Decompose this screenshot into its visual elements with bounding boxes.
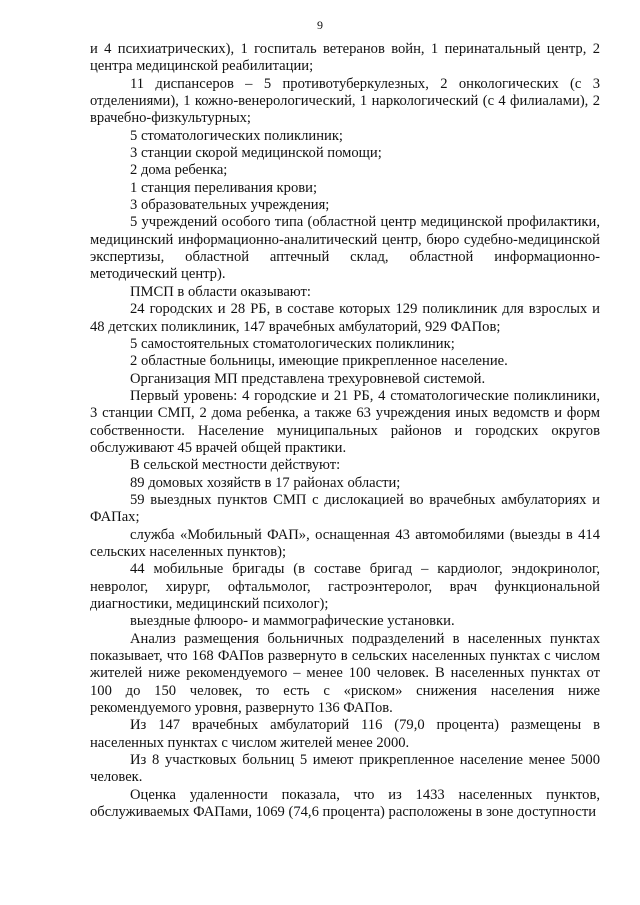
paragraph: 1 станция переливания крови; (130, 179, 317, 196)
page-number: 9 (317, 18, 323, 32)
paragraph: 5 стоматологических поликлиник; (130, 127, 343, 144)
paragraph: Анализ размещения больничных подразделений в населенных пунктах показывает, что 168 ФАПов развернуто в сельских населенных пунктах с числом жителей ниже рекомендуемого – менее 100 человек. В населенных пунктах от 100 до 150 человек, то есть с «риском» снижения населения ниже рекомендуемого уровня, развернуто 136 ФАПов. (90, 630, 600, 717)
paragraph: Из 8 участковых больниц 5 имеют прикрепленное население менее 5000 человек. (90, 752, 600, 786)
paragraph: 24 городских и 28 РБ, в составе которых 129 поликлиник для взрослых и 48 детских поликлиник, 147 врачебных амбулаторий, 929 ФАПов; (90, 301, 600, 335)
paragraph: 44 мобильные бригады (в составе бригад – кардиолог, эндокринолог, невролог, хирург, офтальмолог, гастроэнтеролог, врач функциональной диагностики, медицинский психолог); (90, 561, 600, 612)
paragraph: Первый уровень: 4 городские и 21 РБ, 4 стоматологические поликлиники, 3 станции СМП, 2 дома ребенка, а также 63 учреждения иных ведомств и форм собственности. Население муниципальных районов и городских округов обслуживают 45 врачей общей практики. (90, 387, 600, 456)
paragraph: 89 домовых хозяйств в 17 районах области; (130, 474, 401, 491)
document-body (90, 41, 600, 821)
paragraph: 3 станции скорой медицинской помощи; (130, 145, 382, 162)
paragraph: 5 самостоятельных стоматологических поликлиник; (130, 335, 455, 352)
paragraph: 11 диспансеров – 5 противотуберкулезных, 2 онкологических (с 3 отделениями), 1 кожно-венерологический, 1 наркологический (с 4 филиалами), 2 врачебно-физкультурных; (90, 75, 600, 127)
paragraph: служба «Мобильный ФАП», оснащенная 43 автомобилями (выезды в 414 сельских населенных пунктов); (90, 526, 600, 560)
paragraph: Оценка удаленности показала, что из 1433 населенных пунктов, обслуживаемых ФАПами, 1069 (74,6 процента) расположены в зоне доступности (90, 786, 600, 821)
paragraph: В сельской местности действуют: (130, 457, 341, 474)
paragraph: выездные флюоро- и маммографические установки. (130, 613, 455, 630)
paragraph: Из 147 врачебных амбулаторий 116 (79,0 процента) размещены в населенных пунктах с числом жителей менее 2000. (90, 717, 600, 751)
paragraph: 59 выездных пунктов СМП с дислокацией во врачебных амбулаториях и ФАПах; (90, 491, 600, 526)
paragraph: 5 учреждений особого типа (областной центр медицинской профилактики, медицинский информационно-аналитический центр, бюро судебно-медицинской экспертизы, областной аптечный склад, областной информационно-методический центр). (90, 214, 600, 283)
paragraph: 3 образовательных учреждения; (130, 197, 330, 214)
paragraph: ПМСП в области оказывают: (130, 283, 311, 300)
paragraph: 2 дома ребенка; (130, 162, 228, 179)
paragraph: 2 областные больницы, имеющие прикрепленное население. (130, 353, 508, 370)
paragraph: Организация МП представлена трехуровневой системой. (130, 370, 486, 387)
paragraph: и 4 психиатрических), 1 госпиталь ветеранов войн, 1 перинатальный центр, 2 центра медицинской реабилитации; (90, 41, 600, 75)
